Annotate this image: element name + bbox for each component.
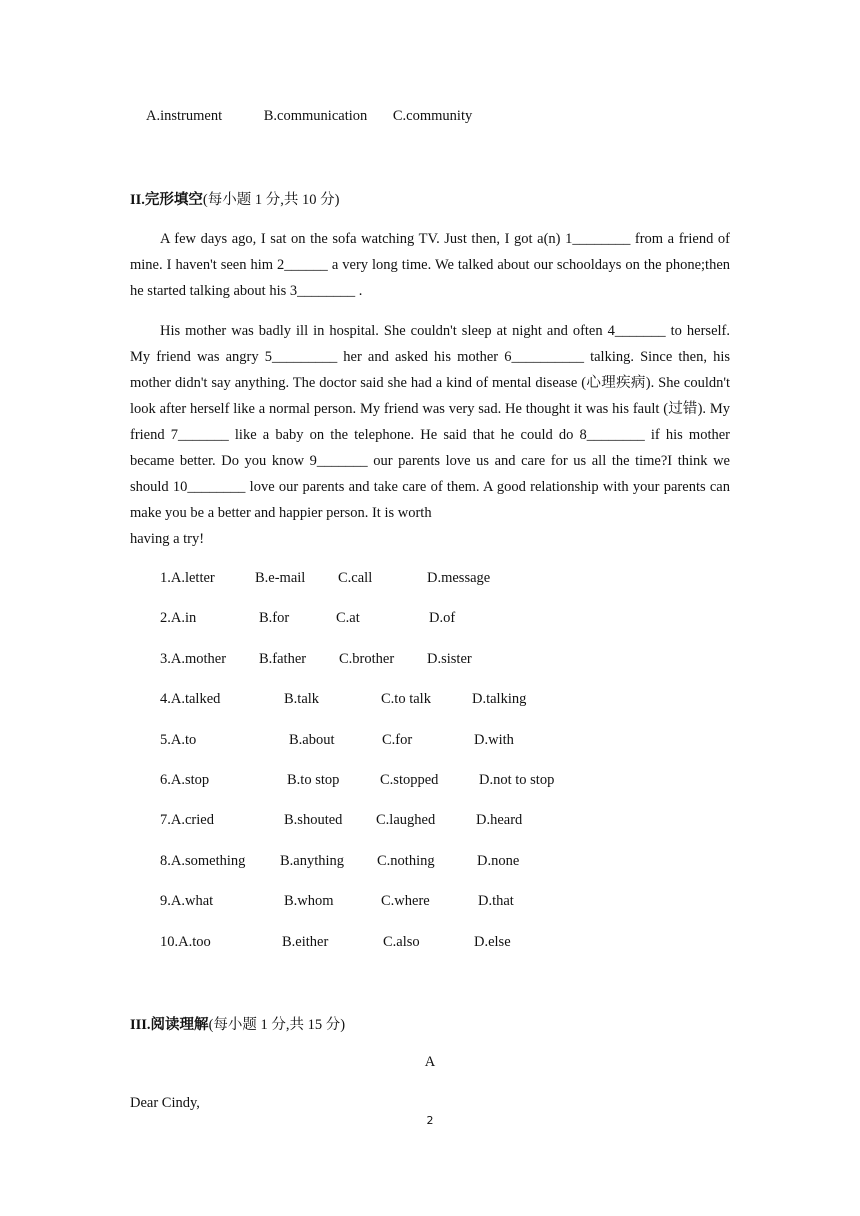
question-number-and-choice-a — [160, 691, 220, 708]
choice-d: D.heard — [476, 812, 523, 829]
choice-c: C.for — [382, 731, 413, 748]
choice-b: B.e-mail — [255, 570, 306, 586]
choice-d: D.none — [477, 852, 520, 869]
choice-c: C.nothing — [377, 852, 435, 869]
section-heading-cloze — [130, 188, 339, 209]
choice-c: C.stopped — [380, 772, 439, 788]
choice-a: A.what — [170, 893, 214, 910]
choice-b: B.either — [282, 933, 329, 950]
question-number: 10. — [160, 933, 179, 950]
choice-b: B.about — [289, 731, 335, 748]
choice-a: A.stop — [170, 772, 210, 788]
choice-d: D.that — [478, 893, 514, 910]
choice-d: D.message — [427, 570, 491, 586]
passage-label: A — [424, 1054, 436, 1070]
cloze-paragraph-1: A few days ago, I sat on the sofa watching TV. Just then, I got a(n) 1________ from a friend of mine. I haven't seen him 2______ a very long time. We talked about our schooldays on the phone;then he started talking about his 3________ . — [130, 231, 730, 299]
choice-a: A.something — [170, 852, 246, 869]
choice-d: D.of — [429, 610, 456, 627]
cloze-paragraph-2-last-line: having a try! — [130, 531, 205, 547]
choice-a: A.talked — [170, 691, 221, 708]
section-heading-bold: II.完形填空 — [130, 192, 203, 208]
choice-b: B.whom — [284, 893, 334, 910]
question-number-and-choice-a — [160, 570, 215, 587]
question-number: 5. — [160, 731, 171, 748]
choice-d: D.with — [474, 731, 514, 748]
choice-a: A.to — [170, 731, 197, 748]
choice-c: C.to talk — [381, 691, 431, 708]
choice-c: C.brother — [339, 650, 395, 667]
choice-b: B.for — [259, 610, 290, 627]
choice-c: C.laughed — [376, 812, 436, 829]
question-number: 4. — [160, 691, 171, 708]
choice-b: B.to stop — [287, 772, 340, 788]
question-number-and-choice-a — [160, 651, 226, 668]
question-number-and-choice-a — [160, 934, 211, 951]
choice-c: C.also — [383, 933, 420, 950]
question-number: 3. — [160, 650, 171, 667]
choice-a: A.too — [178, 933, 211, 950]
choice-d: D.not to stop — [479, 772, 555, 788]
choice-c: C.call — [338, 570, 373, 586]
choice-b: B.talk — [284, 691, 320, 708]
choice-d: D.talking — [472, 691, 527, 708]
choice-c: C.where — [381, 893, 430, 910]
choice-a: A.mother — [170, 650, 227, 667]
option-b: B.communication — [263, 108, 368, 124]
question-number-and-choice-a — [160, 610, 196, 627]
question-number: 6. — [160, 772, 171, 788]
question-number: 1. — [160, 570, 171, 586]
question-number-and-choice-a — [160, 732, 196, 749]
option-c: C.community — [392, 108, 473, 124]
question-number: 8. — [160, 852, 171, 869]
question-number-and-choice-a — [160, 812, 214, 829]
question-number-and-choice-a — [160, 853, 245, 870]
question-number: 9. — [160, 893, 171, 910]
choice-b: B.shouted — [284, 812, 343, 829]
question-number-and-choice-a — [160, 893, 213, 910]
choice-c: C.at — [336, 610, 360, 627]
section-heading-reading — [130, 1013, 345, 1034]
page-number: 2 — [426, 1114, 434, 1127]
question-number: 7. — [160, 812, 171, 829]
question-number-and-choice-a — [160, 772, 209, 789]
choice-d: D.sister — [427, 650, 472, 667]
section-heading-bold: III.阅读理解 — [130, 1017, 209, 1033]
section-heading-note: (每小题 1 分,共 15 分) — [208, 1017, 346, 1033]
choice-b: B.anything — [280, 852, 345, 869]
previous-question-options — [146, 108, 472, 125]
letter-salutation: Dear Cindy, — [130, 1095, 200, 1111]
choice-a: A.cried — [170, 812, 214, 829]
choice-a: A.in — [170, 610, 197, 627]
question-number: 2. — [160, 610, 171, 627]
choice-b: B.father — [259, 650, 307, 667]
choice-a: A.letter — [170, 570, 215, 586]
option-a: A.instrument — [146, 108, 223, 124]
choice-d: D.else — [474, 933, 511, 950]
cloze-paragraph-2: His mother was badly ill in hospital. She couldn't sleep at night and often 4_______ to herself. My friend was angry 5_________ her and asked his mother 6__________ talking. Since then, his mother didn't say anything. The doctor said she had a kind of mental disease (心理疾病). She couldn't look after herself like a normal person. My friend was very sad. He thought it was his fault (过错). My friend 7_______ like a baby on the telephone. He said that he could do 8________ if his mother became better. Do you know 9_______ our parents love us and care for us all the time?I think we should 10________ love our parents and take care of them. A good relationship with your parents can make you be a better and happier person. It is worth — [130, 323, 730, 521]
section-heading-note: (每小题 1 分,共 10 分) — [202, 192, 340, 208]
